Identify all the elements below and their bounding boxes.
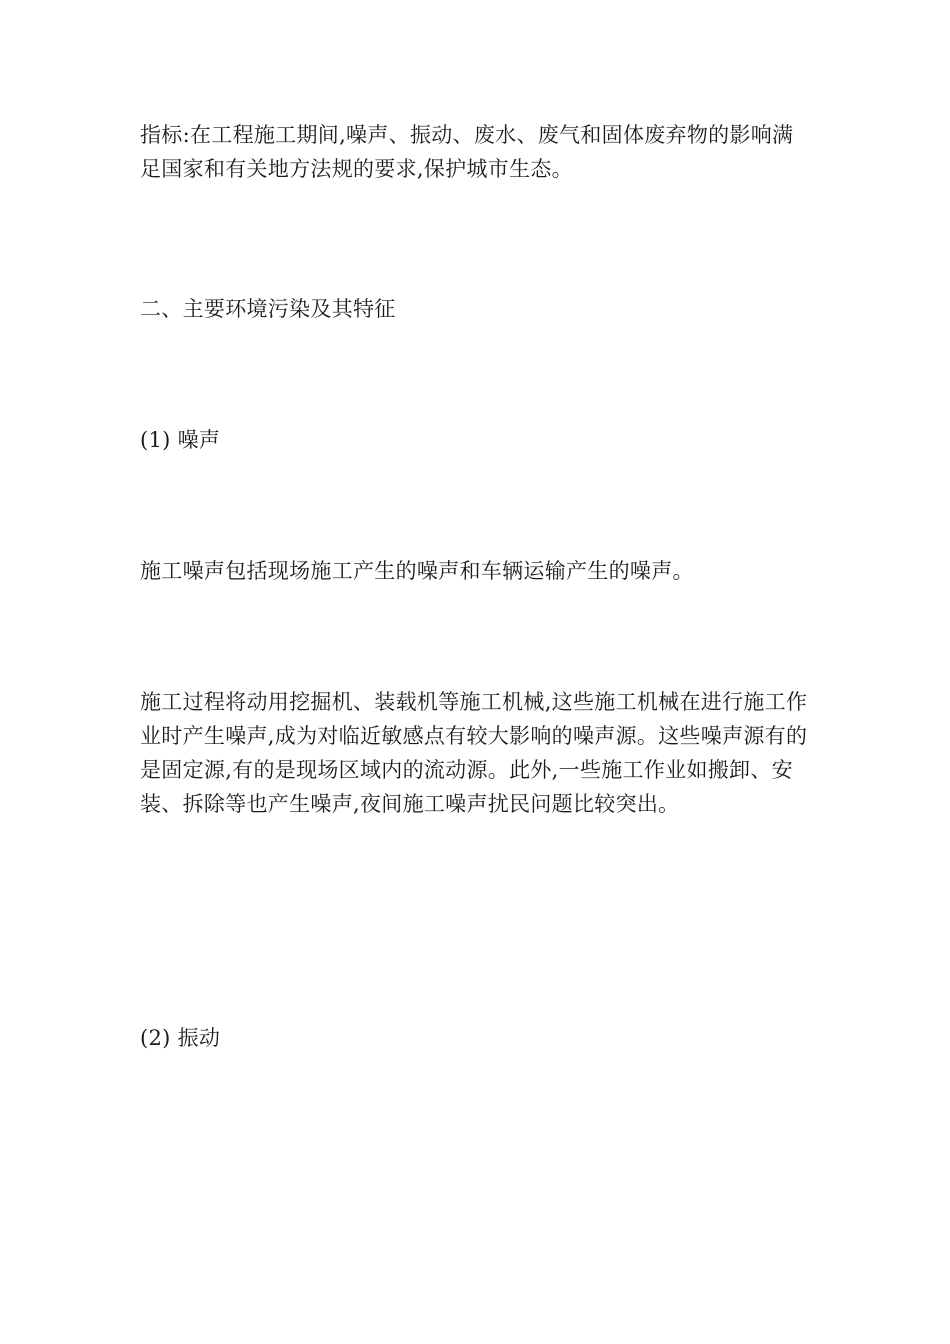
paragraph-noise-sources: 施工噪声包括现场施工产生的噪声和车辆运输产生的噪声。	[140, 559, 694, 583]
subheading-noise: (1) 噪声	[140, 428, 221, 452]
subheading-vibration: (2) 振动	[140, 1026, 221, 1050]
paragraph-noise-details: 施工过程将动用挖掘机、装载机等施工机械,这些施工机械在进行施工作业时产生噪声,成为对临近敏感点有较大影响的噪声源。这些噪声源有的是固定源,有的是现场区域内的流动源。此外,一些施工作业如搬卸、安装、拆除等也产生噪声,夜间施工噪声扰民问题比较突出。	[140, 690, 808, 816]
section-heading: 二、主要环境污染及其特征	[140, 297, 396, 321]
paragraph-indicator: 指标:在工程施工期间,噪声、振动、废水、废气和固体废弃物的影响满足国家和有关地方法规的要求,保护城市生态。	[140, 123, 794, 181]
